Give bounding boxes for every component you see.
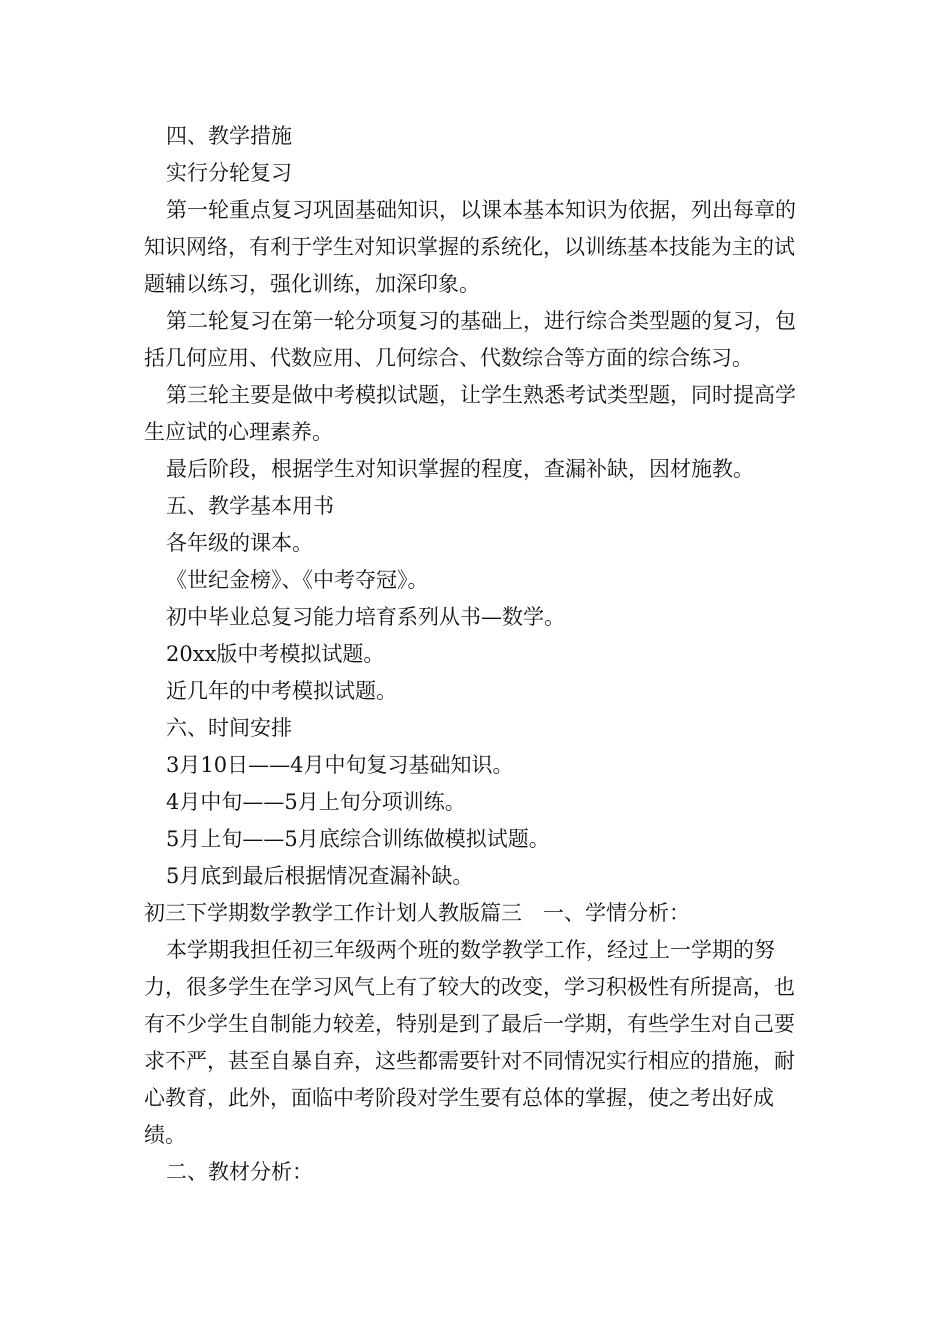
heading-teaching-measures: 四、教学措施	[166, 124, 292, 148]
section-title-part-three: 初三下学期数学教学工作计划人教版篇三 一、学情分析：	[144, 901, 690, 925]
list-item: 初中毕业总复习能力培育系列从书—数学。	[166, 605, 565, 629]
schedule-item: 4月中旬——5月上旬分项训练。	[166, 790, 466, 814]
list-item: 20xx版中考模拟试题。	[166, 642, 385, 666]
heading-textbook-analysis: 二、教材分析：	[166, 1160, 313, 1184]
schedule-item: 3月10日——4月中旬复习基础知识。	[166, 753, 514, 777]
schedule-item: 5月上旬——5月底综合训练做模拟试题。	[166, 827, 550, 851]
list-item: 近几年的中考模拟试题。	[166, 679, 397, 703]
list-item: 各年级的课本。	[166, 531, 313, 555]
document-body	[144, 118, 812, 1191]
heading-schedule: 六、时间安排	[166, 716, 292, 740]
paragraph: 最后阶段，根据学生对知识掌握的程度，查漏补缺，因材施教。	[166, 457, 754, 481]
list-item: 《世纪金榜》、《中考夺冠》。	[166, 568, 429, 592]
schedule-item: 5月底到最后根据情况查漏补缺。	[166, 864, 474, 888]
paragraph: 第二轮复习在第一轮分项复习的基础上，进行综合类型题的复习，包括几何应用、代数应用、几何综合、代数综合等方面的综合练习。	[144, 309, 796, 370]
paragraph: 第三轮主要是做中考模拟试题，让学生熟悉考试类型题，同时提高学生应试的心理素养。	[144, 383, 796, 444]
paragraph: 实行分轮复习	[166, 161, 292, 185]
paragraph: 第一轮重点复习巩固基础知识，以课本基本知识为依据，列出每章的知识网络，有利于学生对知识掌握的系统化，以训练基本技能为主的试题辅以练习，强化训练，加深印象。	[144, 198, 796, 296]
heading-basic-books: 五、教学基本用书	[166, 494, 334, 518]
paragraph: 本学期我担任初三年级两个班的数学教学工作，经过上一学期的努力，很多学生在学习风气上有了较大的改变，学习积极性有所提高，也有不少学生自制能力较差，特别是到了最后一学期，有些学生对自己要求不严，甚至自暴自弃，这些都需要针对不同情况实行相应的措施，耐心教育，此外，面临中考阶段对学生要有总体的掌握，使之考出好成绩。	[144, 938, 795, 1147]
